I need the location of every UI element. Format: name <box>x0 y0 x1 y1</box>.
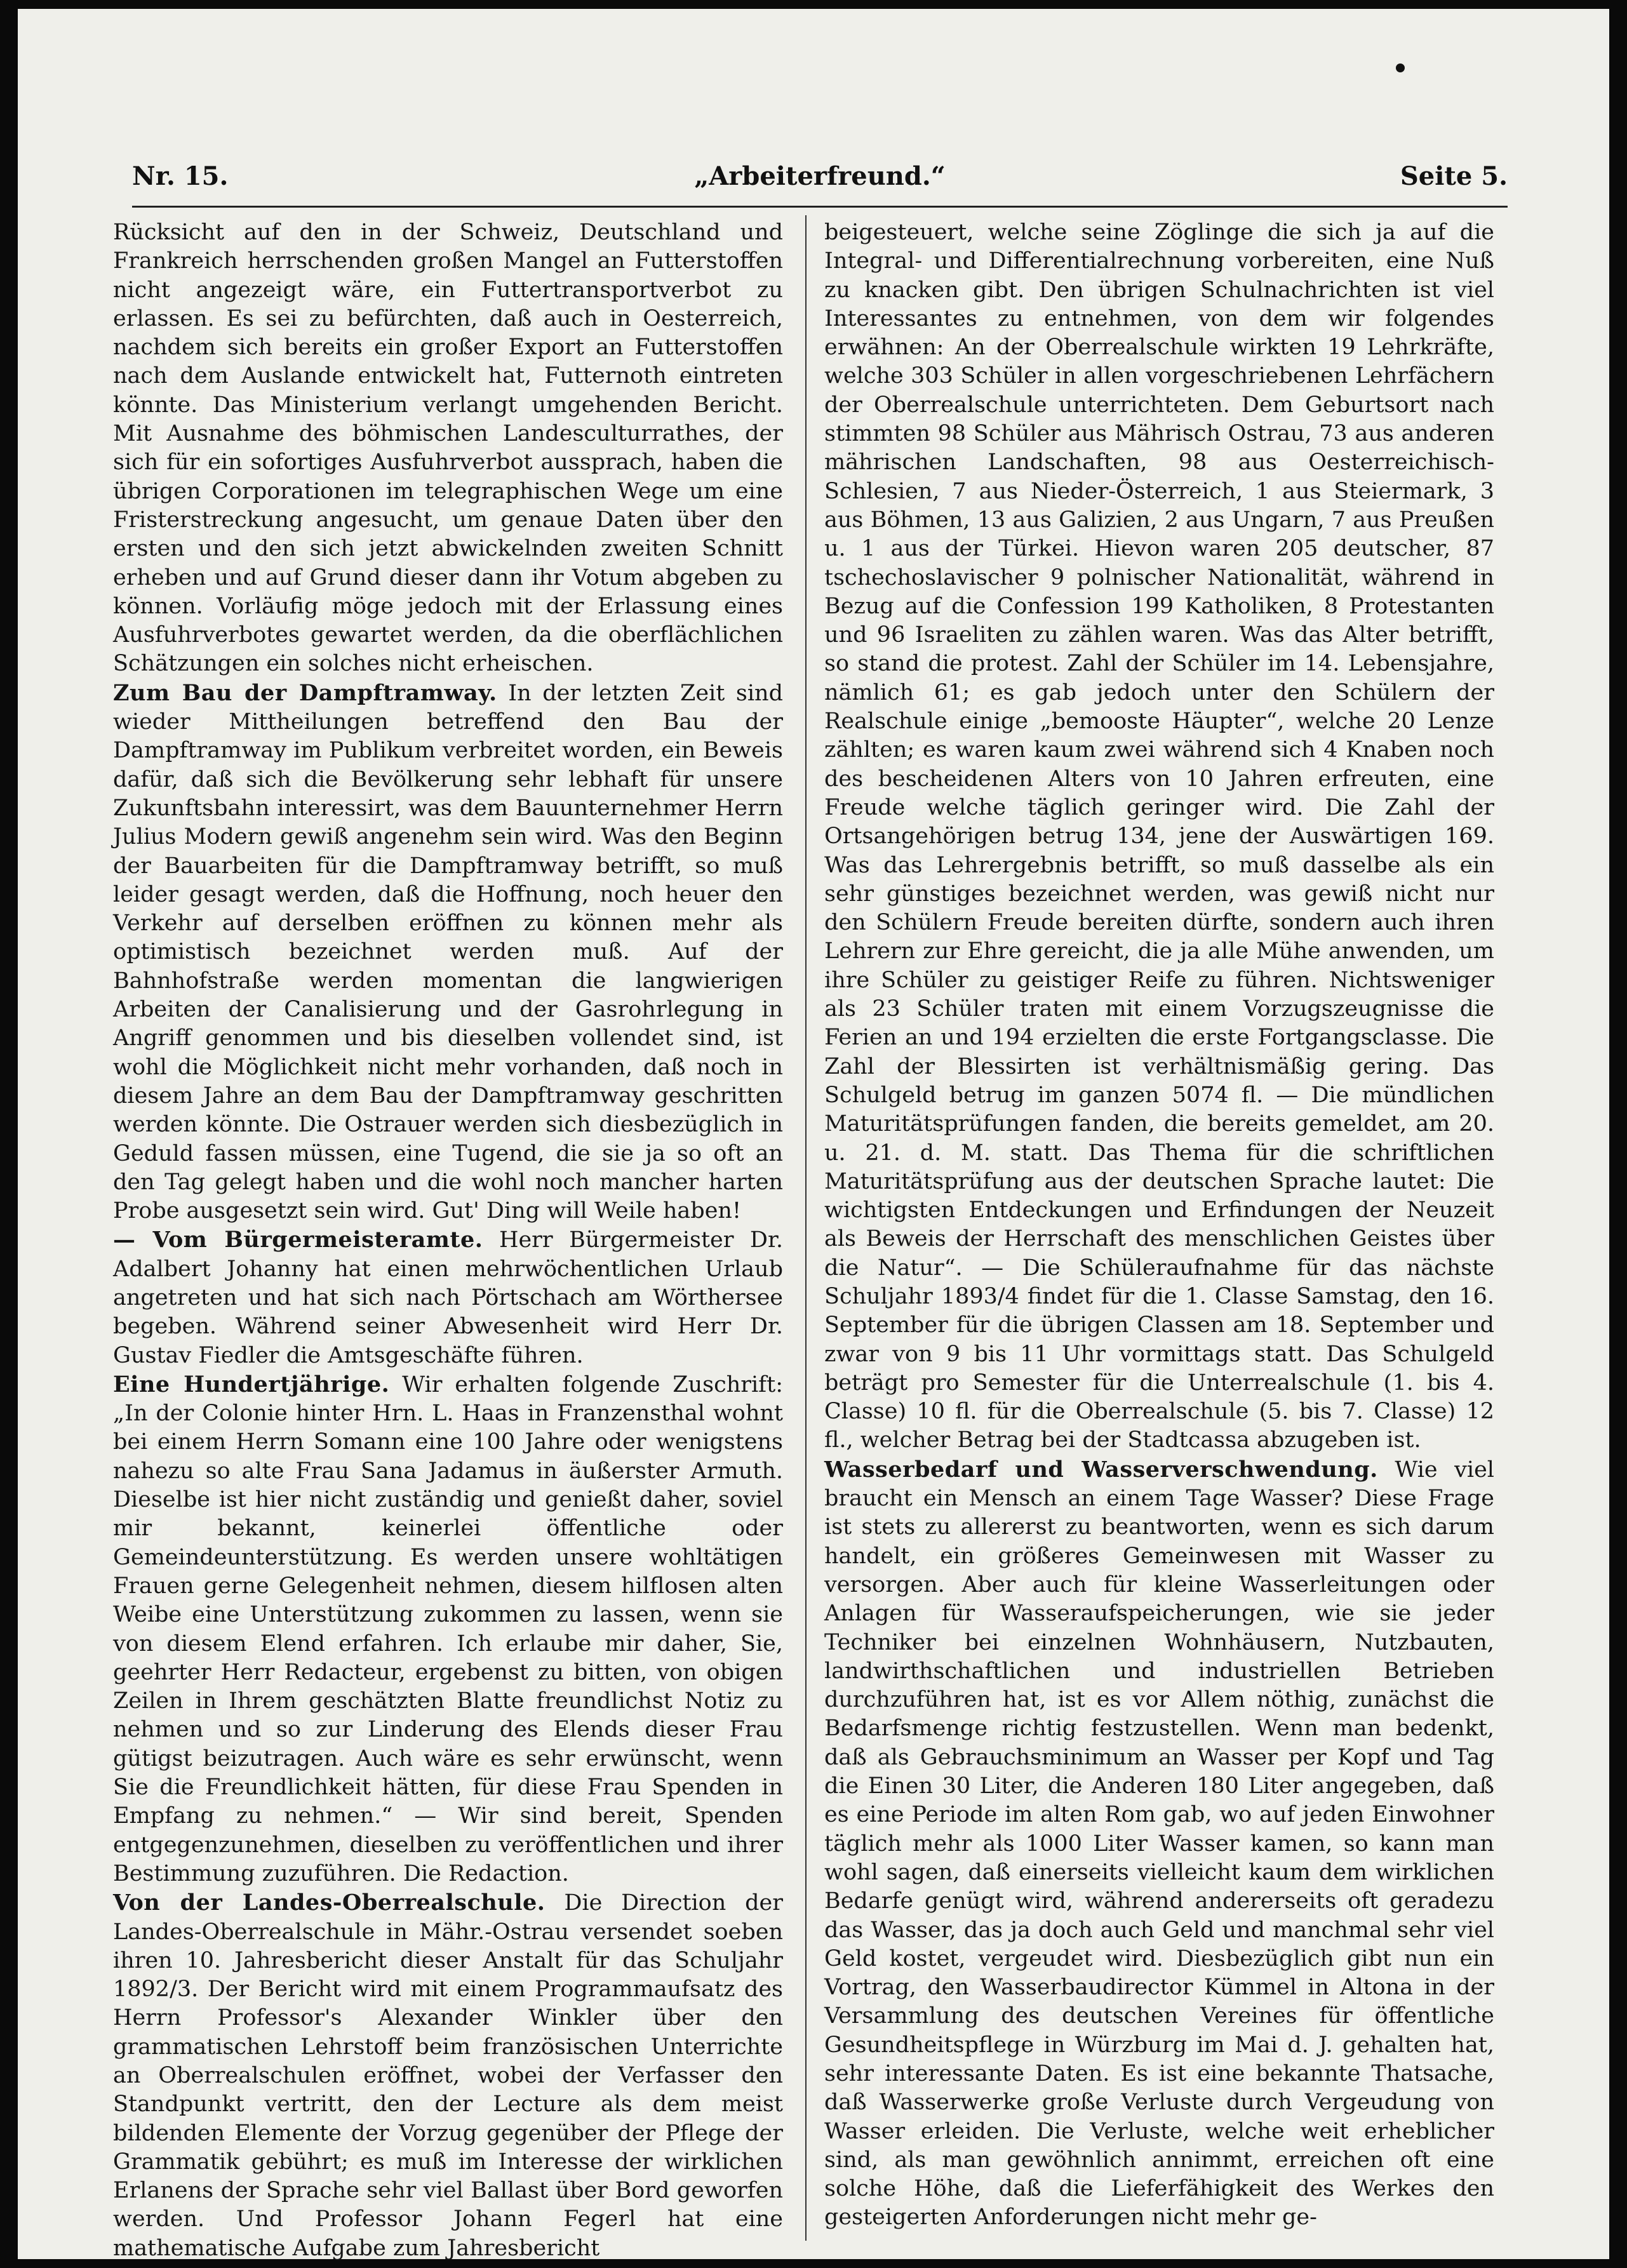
column-divider <box>805 215 807 2241</box>
heading-wasserbedarf: Wasserbedarf und Wasserverschwendung. <box>824 1456 1378 1483</box>
header-rule <box>132 206 1508 208</box>
article-hundertjaehrige-text: Wir erhalten folgende Zuschrift: „In der Colonie hinter Hrn. L. Haas in Franzensthal wohnt bei einem Herrn Somann eine 100 Jahre oder wenigstens nahezu so alte Frau Sana Jadamus in äußerster Armuth. Dieselbe ist hier nicht zuständig und genießt daher, soviel mir bekannt, keinerlei öffentliche oder Gemeindeunterstützung. Es werden unsere wohltätigen Frauen gerne Gelegenheit nehmen, diesem hilflosen alten Weibe eine Unterstützung zukommen zu lassen, wenn sie von diesem Elend erfahren. Ich erlaube mir daher, Sie, geehrter Herr Redacteur, ergebenst zu bitten, von obigen Zeilen in Ihrem geschätzten Blatte freundlichst Notiz zu nehmen und so zur Linderung des Elends dieser Frau gütigst beizutragen. Auch wäre es sehr erwünscht, wenn Sie die Freundlichkeit hätten, für diese Frau Spenden in Empfang zu nehmen.“ — Wir sind bereit, Spenden entgegenzunehmen, dieselben zu veröffentlichen und ihrer Bestimmung zuzuführen. Die Redaction. <box>113 1371 783 1886</box>
page-number: Seite 5. <box>1400 161 1508 191</box>
page-header <box>132 161 1508 199</box>
right-column <box>824 218 1494 2238</box>
punch-hole <box>1396 63 1405 72</box>
masthead-title: „Arbeiterfreund.“ <box>694 161 946 191</box>
article-continued-text: Rücksicht auf den in der Schweiz, Deutschland und Frankreich herrschenden großen Mangel an Futterstoffen nicht angezeigt wäre, ein Futtertransportverbot zu erlassen. Es sei zu befürchten, daß auch in Oesterreich, nachdem sich bereits ein großer Export an Futterstoffen nach dem Auslande entwickelt hat, Futternoth eintreten könnte. Das Ministerium verlangt umgehenden Bericht. Mit Ausnahme des böhmischen Landesculturrathes, der sich für ein sofortiges Ausfuhrverbot aussprach, haben die übrigen Corporationen im telegraphischen Wege um eine Fristerstreckung angesucht, um genaue Daten über den ersten und den sich jetzt abwickelnden zweiten Schnitt erheben und auf Grund dieser dann ihr Votum abgeben zu können. Vorläufig möge jedoch mit der Erlassung eines Ausfuhrverbotes gewartet werden, da die oberflächlichen Schätzungen ein solches nicht erheischen. <box>113 220 783 677</box>
heading-oberrealschule: Von der Landes-Oberrealschule. <box>113 1890 546 1916</box>
article-dampftramway-text: In der letzten Zeit sind wieder Mittheilungen betreffend den Bau der Dampftramway im Publikum verbreitet worden, ein Beweis dafür, daß sich die Bevölkerung sehr lebhaft für unsere Zukunftsbahn interessirt, was dem Bauunternehmer Herrn Julius Modern gewiß angenehm sein wird. Was den Beginn der Bauarbeiten für die Dampftramway betrifft, so muß leider gesagt werden, daß die Hoffnung, noch heuer den Verkehr auf derselben eröffnen zu können mehr als optimistisch bezeichnet werden muß. Auf der Bahnhofstraße werden momentan die langwierigen Arbeiten der Canalisierung und der Gasrohrlegung in Angriff genommen und bis dieselben vollendet sind, ist wohl die Möglichkeit nicht mehr vorhanden, daß noch in diesem Jahre an dem Bau der Dampftramway geschritten werden könnte. Die Ostrauer werden sich diesbezüglich in Geduld fassen müssen, eine Tugend, die sie ja so oft an den Tag gelegt haben und die wohl noch mancher harten Probe ausgesetzt sein wird. Gut' Ding will Weile haben! <box>113 680 783 1224</box>
heading-buergermeisteramt: — Vom Bürgermeisteramte. <box>113 1227 483 1253</box>
heading-dampftramway: Zum Bau der Dampftramway. <box>113 679 497 706</box>
newspaper-page <box>18 9 1609 2259</box>
article-oberrealschule-continued: beigesteuert, welche seine Zöglinge die sich ja auf die Integral- und Differentialrechnung vorbereiten, eine Nuß zu knacken gibt. Den übrigen Schulnachrichten ist viel Interessantes zu entnehmen, von dem wir folgendes erwähnen: An der Oberrealschule wirkten 19 Lehrkräfte, welche 303 Schüler in allen vorgeschriebenen Lehrfächern der Oberrealschule unterrichteten. Dem Geburtsort nach stimmten 98 Schüler aus Mährisch Ostrau, 73 aus anderen mährischen Landschaften, 98 aus Oesterreichisch-Schlesien, 7 aus Nieder-Österreich, 1 aus Steiermark, 3 aus Böhmen, 13 aus Galizien, 2 aus Ungarn, 7 aus Preußen u. 1 aus der Türkei. Hievon waren 205 deutscher, 87 tschechoslavischer 9 polnischer Nationalität, während in Bezug auf die Confession 199 Katholiken, 8 Protestanten und 96 Israeliten zu zählen waren. Was das Alter betrifft, so stand die protest. Zahl der Schüler im 14. Lebensjahre, nämlich 61; es gab jedoch unter den Schülern der Realschule einige „bemooste Häupter“, welche 20 Lenze zählten; es waren kaum zwei während sich 4 Knaben noch des bescheidenen Alters von 10 Jahren erfreuten, eine Freude welche täglich geringer wird. Die Zahl der Ortsangehörigen betrug 134, jene der Auswärtigen 169. Was das Lehrergebnis betrifft, so muß dasselbe als ein sehr günstiges bezeichnet werden, was gewiß nicht nur den Schülern Freude bereiten dürfte, sondern auch ihren Lehrern zur Ehre gereicht, die ja alle Mühe anwenden, um ihre Schüler zu geistiger Reife zu führen. Nichtsweniger als 23 Schüler traten mit einem Vorzugszeugnisse die Ferien an und 194 erzielten die erste Fortgangsclasse. Die Zahl der Blessirten ist verhältnismäßig gering. Das Schulgeld betrug im ganzen 5074 fl. — Die mündlichen Maturitätsprüfungen fanden, die bereits gemeldet, am 20. u. 21. d. M. statt. Das Thema für die schriftlichen Maturitätsprüfung aus der deutschen Sprache lautet: Die wichtigsten Entdeckungen und Erfindungen der Neuzeit als Beweis der Herrschaft des menschlichen Geistes über die Natur“. — Die Schüleraufnahme für das nächste Schuljahr 1893/4 findet für die 1. Classe Samstag, den 16. September für die übrigen Classen am 18. September und zwar von 9 bis 11 Uhr vormittags statt. Das Schulgeld beträgt pro Semester für die Unterrealschule (1. bis 4. Classe) 10 fl. für die Oberrealschule (5. bis 7. Classe) 12 fl., welcher Betrag bei der Stadtcassa abzugeben ist. <box>824 220 1494 1453</box>
article-buergermeisteramt-text: Herr Bürgermeister Dr. Adalbert Johanny hat einen mehrwöchentlichen Urlaub angetreten und hat sich nach Pörtschach am Wörthersee begeben. Während seiner Abwesenheit wird Herr Dr. Gustav Fiedler die Amtsgeschäfte führen. <box>113 1227 783 1368</box>
article-wasserbedarf-text: Wie viel braucht ein Mensch an einem Tage Wasser? Diese Frage ist stets zu allererst zu beantworten, wenn es sich darum handelt, ein größeres Gemeinwesen mit Wasser zu versorgen. Aber auch für kleine Wasserleitungen oder Anlagen für Wasseraufspeicherungen, wie sie jeder Techniker bei einzelnen Wohnhäusern, Nutzbauten, landwirthschaftlichen und industriellen Betrieben durchzuführen hat, ist es vor Allem nöthig, zunächst die Bedarfsmenge richtig festzustellen. Wenn man bedenkt, daß als Gebrauchsminimum an Wasser per Kopf und Tag die Einen 30 Liter, die Anderen 180 Liter angegeben, daß es eine Periode im alten Rom gab, wo auf jeden Einwohner täglich mehr als 1000 Liter Wasser kamen, so kann man wohl sagen, daß einerseits vielleicht kaum dem wirklichen Bedarfe genügt wird, während andererseits oft geradezu das Wasser, das ja doch auch Geld und manchmal sehr viel Geld kostet, vergeudet wird. Diesbezüglich gibt nun ein Vortrag, den Wasserbaudirector Kümmel in Altona in der Versammlung des deutschen Vereines für öffentliche Gesundheitspflege in Würzburg im Mai d. J. gehalten hat, sehr interessante Daten. Es ist eine bekannte Thatsache, daß Wasserwerke große Verluste durch Vergeudung von Wasser erleiden. Die Verluste, welche weit erheblicher sind, als man gewöhnlich annimmt, erreichen oft eine solche Höhe, daß die Lieferfähigkeit des Werkes den gesteigerten Anforderungen nicht mehr ge- <box>824 1457 1494 2231</box>
issue-number: Nr. 15. <box>132 161 229 191</box>
left-column <box>113 218 783 2261</box>
article-oberrealschule-text: Die Direction der Landes-Oberrealschule in Mähr.-Ostrau versendet soeben ihren 10. Jahresbericht dieser Anstalt für das Schuljahr 1892/3. Der Bericht wird mit einem Programmaufsatz des Herrn Professor's Alexander Winkler über den grammatischen Lehrstoff beim französischen Unterrichte an Oberrealschulen eröffnet, wobei der Verfasser den Standpunkt vertritt, den der Lecture als dem meist bildenden Elemente der Vorzug gegenüber der Pflege der Grammatik gebührt; es muß im Interesse der wirklichen Erlanens der Sprache sehr viel Ballast über Bord geworfen werden. Und Professor Johann Fegerl hat eine mathematische Aufgabe zum Jahresbericht <box>113 1890 783 2261</box>
heading-hundertjaehrige: Eine Hundertjährige. <box>113 1371 390 1397</box>
